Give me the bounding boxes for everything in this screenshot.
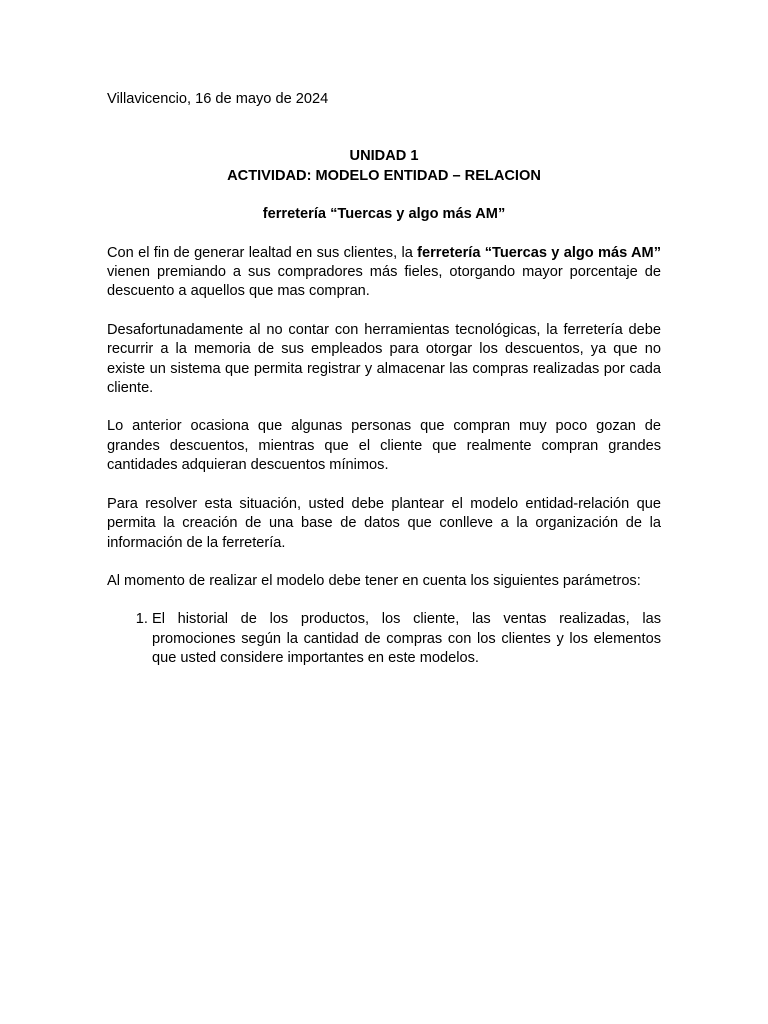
paragraph-task: Para resolver esta situación, usted debe plantear el modelo entidad-relación que permita la creación de una base de datos que conlleve a la organización de la información de la ferretería. — [107, 495, 661, 551]
paragraph-intro-end: vienen premiando a sus compradores más fieles, otorgando mayor porcentaje de descuento a aquellos que mas compran. — [107, 264, 661, 300]
paragraph-problem: Desafortunadamente al no contar con herramientas tecnológicas, la ferretería debe recurrir a la memoria de sus empleados para otorgar los descuentos, ya que no existe un sistema que permita registrar y almacenar las compras realizadas por cada cliente. — [107, 321, 661, 397]
paragraph-parameters-intro: Al momento de realizar el modelo debe tener en cuenta los siguientes parámetros: — [107, 572, 641, 589]
store-name-bold: ferretería “Tuercas y algo más AM” — [417, 244, 662, 261]
paragraph-consequence: Lo anterior ocasiona que algunas personas que compran muy poco gozan de grandes descuentos, mientras que el cliente que realmente compran grandes cantidades adquieran descuentos mínimos. — [107, 418, 661, 474]
document-heading — [107, 147, 661, 186]
unit-title: UNIDAD 1 — [349, 148, 419, 165]
document-subtitle: ferretería “Tuercas y algo más AM” — [262, 206, 506, 223]
paragraph-intro — [107, 244, 661, 302]
parameters-list — [107, 610, 661, 668]
paragraph-intro-start: Con el fin de generar lealtad en sus clientes, la — [107, 244, 418, 261]
activity-title: ACTIVIDAD: MODELO ENTIDAD – RELACION — [227, 167, 541, 184]
document-content — [107, 90, 661, 669]
list-item: 1. El historial de los productos, los cliente, las ventas realizadas, las promociones según la cantidad de compras con los clientes y los elementos que usted considere importantes en este modelos. — [152, 610, 661, 668]
date-line: Villavicencio, 16 de mayo de 2024 — [107, 91, 329, 107]
